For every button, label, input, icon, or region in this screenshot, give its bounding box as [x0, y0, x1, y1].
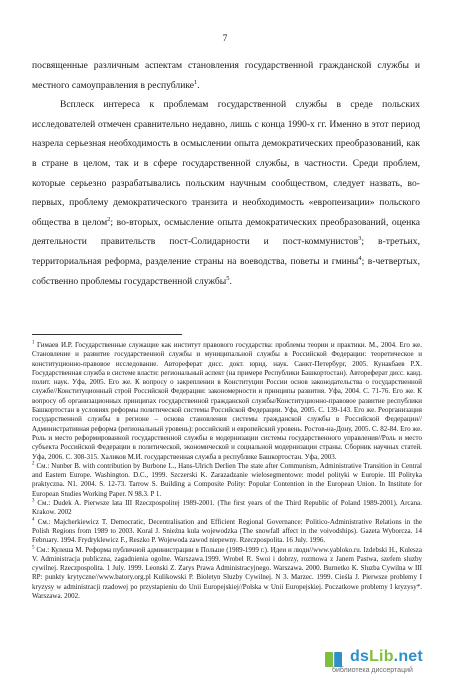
- dslib-watermark[interactable]: [322, 648, 448, 678]
- paragraph-2-part-a: Всплеск интереса к проблемам государственной службы в среде польских исследователей отмечен сравнительно недавно, лишь с конца 1990-х гг. Именно в этот период назрела серьезная необходимость в осмыслении опыта демократических преобразований, как в стране в целом, так и в сфере государственной службы, в частности. Среди проблем, которые серьезно разрабатывались польским научным сообществом, следует назвать, во-первых, проблему демократического транзита и необходимость «европеизации» польского общества в целом: [32, 99, 420, 228]
- brand-lib: Lib: [369, 648, 394, 665]
- footnote-1: [32, 341, 422, 462]
- footnote-text: Гимаев И.Р. Государственные служащие как институт правового государства: проблемы теории и практики. М., 2004. Его же. Становление и развитие государственной службы и муниципальной службы в Российской Федерации: теоретическое и конституционно-правовое исследование. Автореферат дисс. докт. юрид. наук. Санкт-Петербург, 2005. Кунакбаев Р.Х. Государственная служба в системе власти: региональный аспект (на примере Республики Башкортостан). Автореферат дисс. канд. полит. наук. Уфа, 2005. Его же. К вопросу о закреплении в Конституции России основ законодательства о государственной службе//Конституционный строй Российской Федерации: закономерности и принципы развития. Уфа, 2004. С. 71-76. Его же. К вопросу об организационных принципах государственной гражданской службы/Конституционно-правовое развитие республики Башкортостан в условиях реформы политической системы Российской Федерации. Уфа, 2005. С. 139-143. Его же. Реорганизация государственной службы в регионе – основа становления системы гражданской службы в Российской Федерации//Административная реформа (региональный уровень): российский и европейский уровень. Ростов-на-Дону, 2005. С. 82-84. Его же. Роль и место реформированной государственной службы в модернизации системы государственного управления//Роль и место субъекта Российской Федерации в политической, экономической и социальной модернизации страны. Сборник научных статей. Уфа, 2006. С. 308-315. Халиков М.И. государственная служба в республике Башкортостан. Уфа, 2003.: [32, 341, 422, 461]
- brand-net: .net: [393, 648, 423, 665]
- footnote-text: См.: Majcherkiewicz T. Democratic, Decentralisation and Efficient Regional Governance: Politico-Administrative Relations in the Polish Regions from 1989 to 2003. Koral J. Snieźna kula wojewodzka (The snowfall affect in the voivodships). Gazeta Wyborcza. 14 February. 1994. Frydryklewicz F., Reszko P. Wojewoda zawod niepewny. Rzeczpospolita. 16 July. 1996.: [32, 517, 422, 545]
- footnote-text: См.: Nunber B. with contribution by Burbone L., Hans-Ulrich Derlien The state after Communism, Administrative Transition in Central and Eastern Europe. Washington. D.C., 1999. Szczerski K. Zarazadzanie wielosegmentowe: model polityki w Europie. III Polityka praktyczna. N1. 2004. S. 12-73. Tarrow S. Building a Composite Polity: Popular Contention in the European Union. In Institute for European Studies Working Paper. N 98.3. P 1.: [32, 461, 422, 498]
- footnote-ref-4[interactable]: 4: [358, 254, 362, 262]
- footnote-number: 4: [32, 517, 35, 523]
- footnote-ref-5[interactable]: 5: [226, 274, 230, 282]
- paragraph-2: [32, 95, 420, 291]
- footnote-text: См.: Кулеша М. Реформа публичной администрации в Польше (1989-1999 г.). Идеи и люди//www.yabloko.ru. Izdebski H., Kulesza V. Administracja publiczna, zagadnienia ogolne. Warszawa.1999. Wrobel R. Swoi i dobrzy, rozmowa z Janem Pastwa, szefem sluzby cywilnej. Rzeczpospolita. 1 July. 1999. Leonski Z. Zarys Prawa Administracyjnego. Warszawa. 2000. Burnetko K. Sluzba Cywilna w III RP: punkty krytyczne//www.batory.org.pl Kulikowski P. Bioletyn Sluzby Cywilnej. N 3. Marzec. 1999. Cieśla J. Pierwsze problemy I kryzysy w administracji rzadowej po przystapieniu do Unii Europejskiej//Polska w Unii Europejskiej. Poczatkowe problemy I kryzysy*. Warszawa. 2002.: [32, 545, 422, 601]
- main-body-text: [32, 56, 420, 291]
- footnote-ref-1[interactable]: 1: [194, 78, 198, 86]
- footnote-3: [32, 499, 422, 518]
- paragraph-1: [32, 56, 420, 95]
- watermark-subtitle: библиотека диссертаций: [332, 667, 413, 674]
- footnote-4: [32, 518, 422, 546]
- watermark-brand: [350, 648, 423, 666]
- footnote-text: См.: Dudek A. Pierwsze lata III Rzeczpospolitej 1989-2001. (The first years of the Third Republic of Poland 1989-2001). Arcana. Krakow. 2002: [32, 499, 422, 517]
- page-number: 7: [222, 34, 228, 44]
- footnote-number: 1: [32, 340, 35, 346]
- footnote-divider: [32, 334, 182, 335]
- footnote-ref-3[interactable]: 3: [358, 235, 362, 243]
- paragraph-1-text: посвященные различным аспектам становления государственной гражданской службы и местного самоуправления в республике: [32, 60, 420, 91]
- paragraph-2-part-d: ; в-четвертых, собственно проблемы государственной службы: [32, 255, 420, 287]
- paragraph-2-end: .: [229, 275, 232, 287]
- brand-ds: ds: [350, 648, 370, 665]
- paragraph-2-part-b: ; во-вторых, осмысление опыта демократических преобразований, оценка деятельности правительств пост-Солидарности и пост-коммунистов: [32, 216, 420, 248]
- paragraph-2-part-c: ; в-третьих, территориальная реформа, разделение страны на воеводства, поветы и гмины: [32, 236, 420, 267]
- footnote-number: 3: [32, 498, 35, 504]
- paragraph-1-end: .: [197, 79, 200, 91]
- footnotes: [32, 341, 422, 601]
- footnote-5: [32, 546, 422, 602]
- footnote-ref-2[interactable]: 2: [107, 215, 111, 223]
- footnote-number: 2: [32, 461, 35, 467]
- footnote-2: [32, 462, 422, 499]
- footnote-number: 5: [32, 545, 35, 551]
